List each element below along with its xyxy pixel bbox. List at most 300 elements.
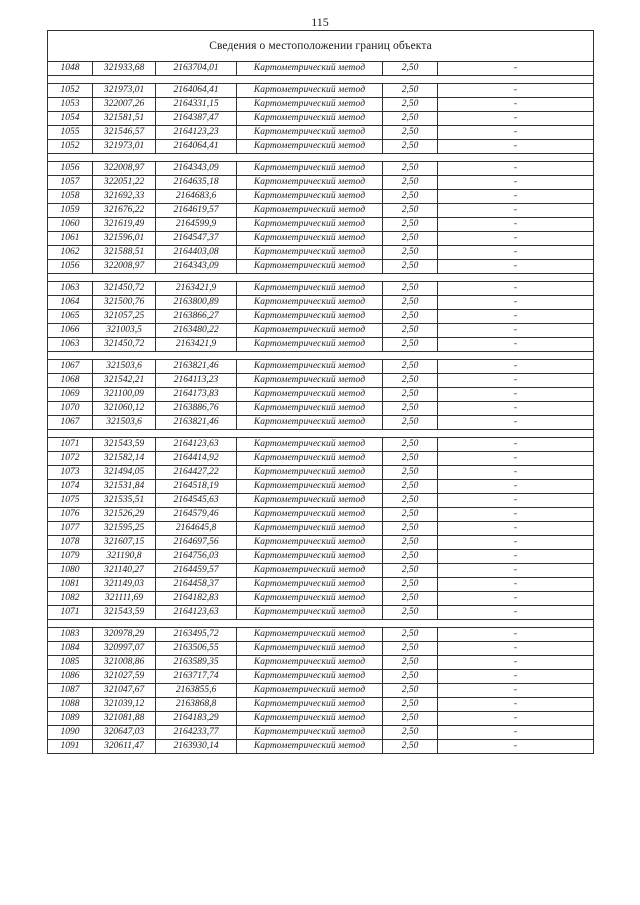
page-number: 115 <box>311 15 329 29</box>
y-coordinate-cell: 2164182,83 <box>156 592 237 606</box>
description-cell: - <box>438 656 594 670</box>
method-cell: Картометрический метод <box>237 324 383 338</box>
point-number-cell: 1085 <box>48 656 93 670</box>
accuracy-cell: 2,50 <box>383 628 438 642</box>
description-cell: - <box>438 480 594 494</box>
method-cell: Картометрический метод <box>237 360 383 374</box>
x-coordinate-cell: 321546,57 <box>93 126 156 140</box>
table-row <box>48 218 594 232</box>
point-number-cell: 1081 <box>48 578 93 592</box>
table-row <box>48 740 594 754</box>
method-cell: Картометрический метод <box>237 310 383 324</box>
accuracy-cell: 2,50 <box>383 656 438 670</box>
point-number-cell: 1066 <box>48 324 93 338</box>
description-cell: - <box>438 218 594 232</box>
description-cell: - <box>438 84 594 98</box>
group-separator-row <box>48 352 594 360</box>
accuracy-cell: 2,50 <box>383 416 438 430</box>
description-cell: - <box>438 176 594 190</box>
table-row <box>48 310 594 324</box>
y-coordinate-cell: 2164697,56 <box>156 536 237 550</box>
table-row <box>48 296 594 310</box>
accuracy-cell: 2,50 <box>383 176 438 190</box>
method-cell: Картометрический метод <box>237 218 383 232</box>
description-cell: - <box>438 112 594 126</box>
description-cell: - <box>438 466 594 480</box>
accuracy-cell: 2,50 <box>383 466 438 480</box>
table-row <box>48 452 594 466</box>
y-coordinate-cell: 2164635,18 <box>156 176 237 190</box>
method-cell: Картометрический метод <box>237 98 383 112</box>
point-number-cell: 1060 <box>48 218 93 232</box>
point-number-cell: 1082 <box>48 592 93 606</box>
y-coordinate-cell: 2163421,9 <box>156 338 237 352</box>
point-number-cell: 1052 <box>48 84 93 98</box>
accuracy-cell: 2,50 <box>383 726 438 740</box>
point-number-cell: 1072 <box>48 452 93 466</box>
point-number-cell: 1083 <box>48 628 93 642</box>
accuracy-cell: 2,50 <box>383 218 438 232</box>
accuracy-cell: 2,50 <box>383 338 438 352</box>
accuracy-cell: 2,50 <box>383 112 438 126</box>
table-row <box>48 140 594 154</box>
x-coordinate-cell: 321543,59 <box>93 606 156 620</box>
y-coordinate-cell: 2163821,46 <box>156 360 237 374</box>
point-number-cell: 1074 <box>48 480 93 494</box>
accuracy-cell: 2,50 <box>383 494 438 508</box>
point-number-cell: 1054 <box>48 112 93 126</box>
point-number-cell: 1088 <box>48 698 93 712</box>
method-cell: Картометрический метод <box>237 726 383 740</box>
description-cell: - <box>438 550 594 564</box>
accuracy-cell: 2,50 <box>383 684 438 698</box>
point-number-cell: 1069 <box>48 388 93 402</box>
point-number-cell: 1068 <box>48 374 93 388</box>
group-separator-cell <box>48 154 594 162</box>
point-number-cell: 1053 <box>48 98 93 112</box>
y-coordinate-cell: 2164756,03 <box>156 550 237 564</box>
y-coordinate-cell: 2164123,63 <box>156 438 237 452</box>
table-row <box>48 438 594 452</box>
method-cell: Картометрический метод <box>237 536 383 550</box>
y-coordinate-cell: 2163717,74 <box>156 670 237 684</box>
description-cell: - <box>438 684 594 698</box>
description-cell: - <box>438 260 594 274</box>
x-coordinate-cell: 321973,01 <box>93 140 156 154</box>
method-cell: Картометрический метод <box>237 712 383 726</box>
point-number-cell: 1076 <box>48 508 93 522</box>
description-cell: - <box>438 670 594 684</box>
x-coordinate-cell: 322007,26 <box>93 98 156 112</box>
accuracy-cell: 2,50 <box>383 140 438 154</box>
accuracy-cell: 2,50 <box>383 592 438 606</box>
x-coordinate-cell: 320647,03 <box>93 726 156 740</box>
point-number-cell: 1071 <box>48 438 93 452</box>
accuracy-cell: 2,50 <box>383 402 438 416</box>
description-cell: - <box>438 494 594 508</box>
accuracy-cell: 2,50 <box>383 162 438 176</box>
y-coordinate-cell: 2164683,6 <box>156 190 237 204</box>
accuracy-cell: 2,50 <box>383 246 438 260</box>
table-row <box>48 190 594 204</box>
y-coordinate-cell: 2164173,83 <box>156 388 237 402</box>
method-cell: Картометрический метод <box>237 452 383 466</box>
table-row <box>48 84 594 98</box>
table-row <box>48 282 594 296</box>
description-cell: - <box>438 232 594 246</box>
description-cell: - <box>438 628 594 642</box>
description-cell: - <box>438 296 594 310</box>
table-row <box>48 402 594 416</box>
x-coordinate-cell: 321535,51 <box>93 494 156 508</box>
x-coordinate-cell: 322008,97 <box>93 260 156 274</box>
accuracy-cell: 2,50 <box>383 98 438 112</box>
y-coordinate-cell: 2164331,15 <box>156 98 237 112</box>
x-coordinate-cell: 321531,84 <box>93 480 156 494</box>
x-coordinate-cell: 321450,72 <box>93 338 156 352</box>
x-coordinate-cell: 321047,67 <box>93 684 156 698</box>
y-coordinate-cell: 2164064,41 <box>156 140 237 154</box>
y-coordinate-cell: 2164427,22 <box>156 466 237 480</box>
method-cell: Картометрический метод <box>237 190 383 204</box>
table-row <box>48 338 594 352</box>
group-separator-cell <box>48 352 594 360</box>
x-coordinate-cell: 321494,05 <box>93 466 156 480</box>
point-number-cell: 1071 <box>48 606 93 620</box>
table-row <box>48 246 594 260</box>
x-coordinate-cell: 321450,72 <box>93 282 156 296</box>
accuracy-cell: 2,50 <box>383 564 438 578</box>
x-coordinate-cell: 321619,49 <box>93 218 156 232</box>
y-coordinate-cell: 2163868,8 <box>156 698 237 712</box>
method-cell: Картометрический метод <box>237 628 383 642</box>
y-coordinate-cell: 2163421,9 <box>156 282 237 296</box>
x-coordinate-cell: 321676,22 <box>93 204 156 218</box>
group-separator-row <box>48 76 594 84</box>
accuracy-cell: 2,50 <box>383 712 438 726</box>
x-coordinate-cell: 321149,03 <box>93 578 156 592</box>
method-cell: Картометрический метод <box>237 232 383 246</box>
y-coordinate-cell: 2164387,47 <box>156 112 237 126</box>
x-coordinate-cell: 321140,27 <box>93 564 156 578</box>
y-coordinate-cell: 2163930,14 <box>156 740 237 754</box>
accuracy-cell: 2,50 <box>383 296 438 310</box>
point-number-cell: 1048 <box>48 62 93 76</box>
group-separator-cell <box>48 430 594 438</box>
y-coordinate-cell: 2164599,9 <box>156 218 237 232</box>
accuracy-cell: 2,50 <box>383 452 438 466</box>
table-row <box>48 360 594 374</box>
y-coordinate-cell: 2163886,76 <box>156 402 237 416</box>
method-cell: Картометрический метод <box>237 698 383 712</box>
boundary-table-sheet <box>47 30 593 754</box>
accuracy-cell: 2,50 <box>383 642 438 656</box>
description-cell: - <box>438 712 594 726</box>
boundary-coordinates-table <box>47 30 594 754</box>
description-cell: - <box>438 162 594 176</box>
method-cell: Картометрический метод <box>237 740 383 754</box>
description-cell: - <box>438 726 594 740</box>
accuracy-cell: 2,50 <box>383 360 438 374</box>
x-coordinate-cell: 321190,8 <box>93 550 156 564</box>
table-row <box>48 260 594 274</box>
table-row <box>48 480 594 494</box>
method-cell: Картометрический метод <box>237 438 383 452</box>
table-row <box>48 522 594 536</box>
x-coordinate-cell: 321503,6 <box>93 360 156 374</box>
y-coordinate-cell: 2164123,63 <box>156 606 237 620</box>
y-coordinate-cell: 2163495,72 <box>156 628 237 642</box>
table-title: Сведения о местоположении границ объекта <box>48 31 594 62</box>
x-coordinate-cell: 322051,22 <box>93 176 156 190</box>
accuracy-cell: 2,50 <box>383 536 438 550</box>
table-row <box>48 550 594 564</box>
x-coordinate-cell: 321582,14 <box>93 452 156 466</box>
method-cell: Картометрический метод <box>237 550 383 564</box>
table-row <box>48 374 594 388</box>
method-cell: Картометрический метод <box>237 338 383 352</box>
description-cell: - <box>438 338 594 352</box>
y-coordinate-cell: 2163821,46 <box>156 416 237 430</box>
table-row <box>48 324 594 338</box>
description-cell: - <box>438 388 594 402</box>
x-coordinate-cell: 321008,86 <box>93 656 156 670</box>
group-separator-cell <box>48 620 594 628</box>
group-separator-row <box>48 154 594 162</box>
point-number-cell: 1055 <box>48 126 93 140</box>
method-cell: Картометрический метод <box>237 656 383 670</box>
table-row <box>48 204 594 218</box>
table-row <box>48 712 594 726</box>
table-row <box>48 628 594 642</box>
x-coordinate-cell: 321526,29 <box>93 508 156 522</box>
y-coordinate-cell: 2163800,89 <box>156 296 237 310</box>
point-number-cell: 1070 <box>48 402 93 416</box>
table-row <box>48 656 594 670</box>
table-row <box>48 494 594 508</box>
description-cell: - <box>438 98 594 112</box>
description-cell: - <box>438 282 594 296</box>
point-number-cell: 1059 <box>48 204 93 218</box>
accuracy-cell: 2,50 <box>383 438 438 452</box>
table-row <box>48 176 594 190</box>
description-cell: - <box>438 190 594 204</box>
y-coordinate-cell: 2163506,55 <box>156 642 237 656</box>
y-coordinate-cell: 2163589,35 <box>156 656 237 670</box>
x-coordinate-cell: 321607,15 <box>93 536 156 550</box>
x-coordinate-cell: 321500,76 <box>93 296 156 310</box>
accuracy-cell: 2,50 <box>383 550 438 564</box>
method-cell: Картометрический метод <box>237 112 383 126</box>
x-coordinate-cell: 321596,01 <box>93 232 156 246</box>
x-coordinate-cell: 321503,6 <box>93 416 156 430</box>
description-cell: - <box>438 360 594 374</box>
x-coordinate-cell: 321081,88 <box>93 712 156 726</box>
accuracy-cell: 2,50 <box>383 480 438 494</box>
method-cell: Картометрический метод <box>237 480 383 494</box>
method-cell: Картометрический метод <box>237 162 383 176</box>
x-coordinate-cell: 321003,5 <box>93 324 156 338</box>
table-row <box>48 126 594 140</box>
point-number-cell: 1065 <box>48 310 93 324</box>
accuracy-cell: 2,50 <box>383 578 438 592</box>
group-separator-row <box>48 620 594 628</box>
method-cell: Картометрический метод <box>237 388 383 402</box>
description-cell: - <box>438 374 594 388</box>
table-row <box>48 726 594 740</box>
method-cell: Картометрический метод <box>237 246 383 260</box>
group-separator-row <box>48 274 594 282</box>
method-cell: Картометрический метод <box>237 282 383 296</box>
x-coordinate-cell: 320978,29 <box>93 628 156 642</box>
accuracy-cell: 2,50 <box>383 126 438 140</box>
y-coordinate-cell: 2164547,37 <box>156 232 237 246</box>
point-number-cell: 1067 <box>48 360 93 374</box>
point-number-cell: 1080 <box>48 564 93 578</box>
x-coordinate-cell: 321973,01 <box>93 84 156 98</box>
table-row <box>48 232 594 246</box>
y-coordinate-cell: 2164123,23 <box>156 126 237 140</box>
table-row <box>48 578 594 592</box>
y-coordinate-cell: 2164343,09 <box>156 162 237 176</box>
table-row <box>48 698 594 712</box>
x-coordinate-cell: 321543,59 <box>93 438 156 452</box>
accuracy-cell: 2,50 <box>383 606 438 620</box>
x-coordinate-cell: 321581,51 <box>93 112 156 126</box>
point-number-cell: 1057 <box>48 176 93 190</box>
table-row <box>48 388 594 402</box>
description-cell: - <box>438 578 594 592</box>
accuracy-cell: 2,50 <box>383 508 438 522</box>
y-coordinate-cell: 2163855,6 <box>156 684 237 698</box>
table-title-row <box>48 31 594 62</box>
point-number-cell: 1063 <box>48 282 93 296</box>
description-cell: - <box>438 508 594 522</box>
x-coordinate-cell: 321100,09 <box>93 388 156 402</box>
y-coordinate-cell: 2164579,46 <box>156 508 237 522</box>
method-cell: Картометрический метод <box>237 140 383 154</box>
description-cell: - <box>438 740 594 754</box>
x-coordinate-cell: 321111,69 <box>93 592 156 606</box>
table-row <box>48 670 594 684</box>
accuracy-cell: 2,50 <box>383 522 438 536</box>
y-coordinate-cell: 2163480,22 <box>156 324 237 338</box>
y-coordinate-cell: 2164183,29 <box>156 712 237 726</box>
method-cell: Картометрический метод <box>237 416 383 430</box>
table-row <box>48 536 594 550</box>
accuracy-cell: 2,50 <box>383 84 438 98</box>
method-cell: Картометрический метод <box>237 176 383 190</box>
y-coordinate-cell: 2164645,8 <box>156 522 237 536</box>
table-row <box>48 642 594 656</box>
y-coordinate-cell: 2164459,57 <box>156 564 237 578</box>
x-coordinate-cell: 321057,25 <box>93 310 156 324</box>
method-cell: Картометрический метод <box>237 494 383 508</box>
y-coordinate-cell: 2164343,09 <box>156 260 237 274</box>
point-number-cell: 1056 <box>48 162 93 176</box>
x-coordinate-cell: 322008,97 <box>93 162 156 176</box>
point-number-cell: 1089 <box>48 712 93 726</box>
point-number-cell: 1077 <box>48 522 93 536</box>
accuracy-cell: 2,50 <box>383 670 438 684</box>
method-cell: Картометрический метод <box>237 126 383 140</box>
point-number-cell: 1056 <box>48 260 93 274</box>
method-cell: Картометрический метод <box>237 642 383 656</box>
accuracy-cell: 2,50 <box>383 190 438 204</box>
point-number-cell: 1091 <box>48 740 93 754</box>
table-row <box>48 592 594 606</box>
point-number-cell: 1063 <box>48 338 93 352</box>
description-cell: - <box>438 452 594 466</box>
x-coordinate-cell: 321542,21 <box>93 374 156 388</box>
point-number-cell: 1084 <box>48 642 93 656</box>
point-number-cell: 1078 <box>48 536 93 550</box>
description-cell: - <box>438 536 594 550</box>
description-cell: - <box>438 246 594 260</box>
description-cell: - <box>438 402 594 416</box>
method-cell: Картометрический метод <box>237 606 383 620</box>
description-cell: - <box>438 592 594 606</box>
x-coordinate-cell: 321039,12 <box>93 698 156 712</box>
table-row <box>48 162 594 176</box>
method-cell: Картометрический метод <box>237 466 383 480</box>
description-cell: - <box>438 642 594 656</box>
y-coordinate-cell: 2164064,41 <box>156 84 237 98</box>
point-number-cell: 1087 <box>48 684 93 698</box>
x-coordinate-cell: 320611,47 <box>93 740 156 754</box>
y-coordinate-cell: 2163704,01 <box>156 62 237 76</box>
x-coordinate-cell: 321588,51 <box>93 246 156 260</box>
method-cell: Картометрический метод <box>237 578 383 592</box>
accuracy-cell: 2,50 <box>383 698 438 712</box>
y-coordinate-cell: 2164233,77 <box>156 726 237 740</box>
table-row <box>48 564 594 578</box>
point-number-cell: 1090 <box>48 726 93 740</box>
x-coordinate-cell: 320997,07 <box>93 642 156 656</box>
x-coordinate-cell: 321692,33 <box>93 190 156 204</box>
y-coordinate-cell: 2163866,27 <box>156 310 237 324</box>
description-cell: - <box>438 324 594 338</box>
x-coordinate-cell: 321027,59 <box>93 670 156 684</box>
method-cell: Картометрический метод <box>237 670 383 684</box>
method-cell: Картометрический метод <box>237 402 383 416</box>
point-number-cell: 1062 <box>48 246 93 260</box>
method-cell: Картометрический метод <box>237 204 383 218</box>
description-cell: - <box>438 438 594 452</box>
table-row <box>48 466 594 480</box>
description-cell: - <box>438 126 594 140</box>
point-number-cell: 1058 <box>48 190 93 204</box>
method-cell: Картометрический метод <box>237 684 383 698</box>
point-number-cell: 1073 <box>48 466 93 480</box>
point-number-cell: 1075 <box>48 494 93 508</box>
y-coordinate-cell: 2164458,37 <box>156 578 237 592</box>
description-cell: - <box>438 698 594 712</box>
point-number-cell: 1079 <box>48 550 93 564</box>
description-cell: - <box>438 62 594 76</box>
accuracy-cell: 2,50 <box>383 260 438 274</box>
table-row <box>48 416 594 430</box>
description-cell: - <box>438 416 594 430</box>
point-number-cell: 1064 <box>48 296 93 310</box>
method-cell: Картометрический метод <box>237 508 383 522</box>
table-row <box>48 62 594 76</box>
y-coordinate-cell: 2164545,63 <box>156 494 237 508</box>
table-row <box>48 508 594 522</box>
method-cell: Картометрический метод <box>237 564 383 578</box>
x-coordinate-cell: 321060,12 <box>93 402 156 416</box>
description-cell: - <box>438 564 594 578</box>
